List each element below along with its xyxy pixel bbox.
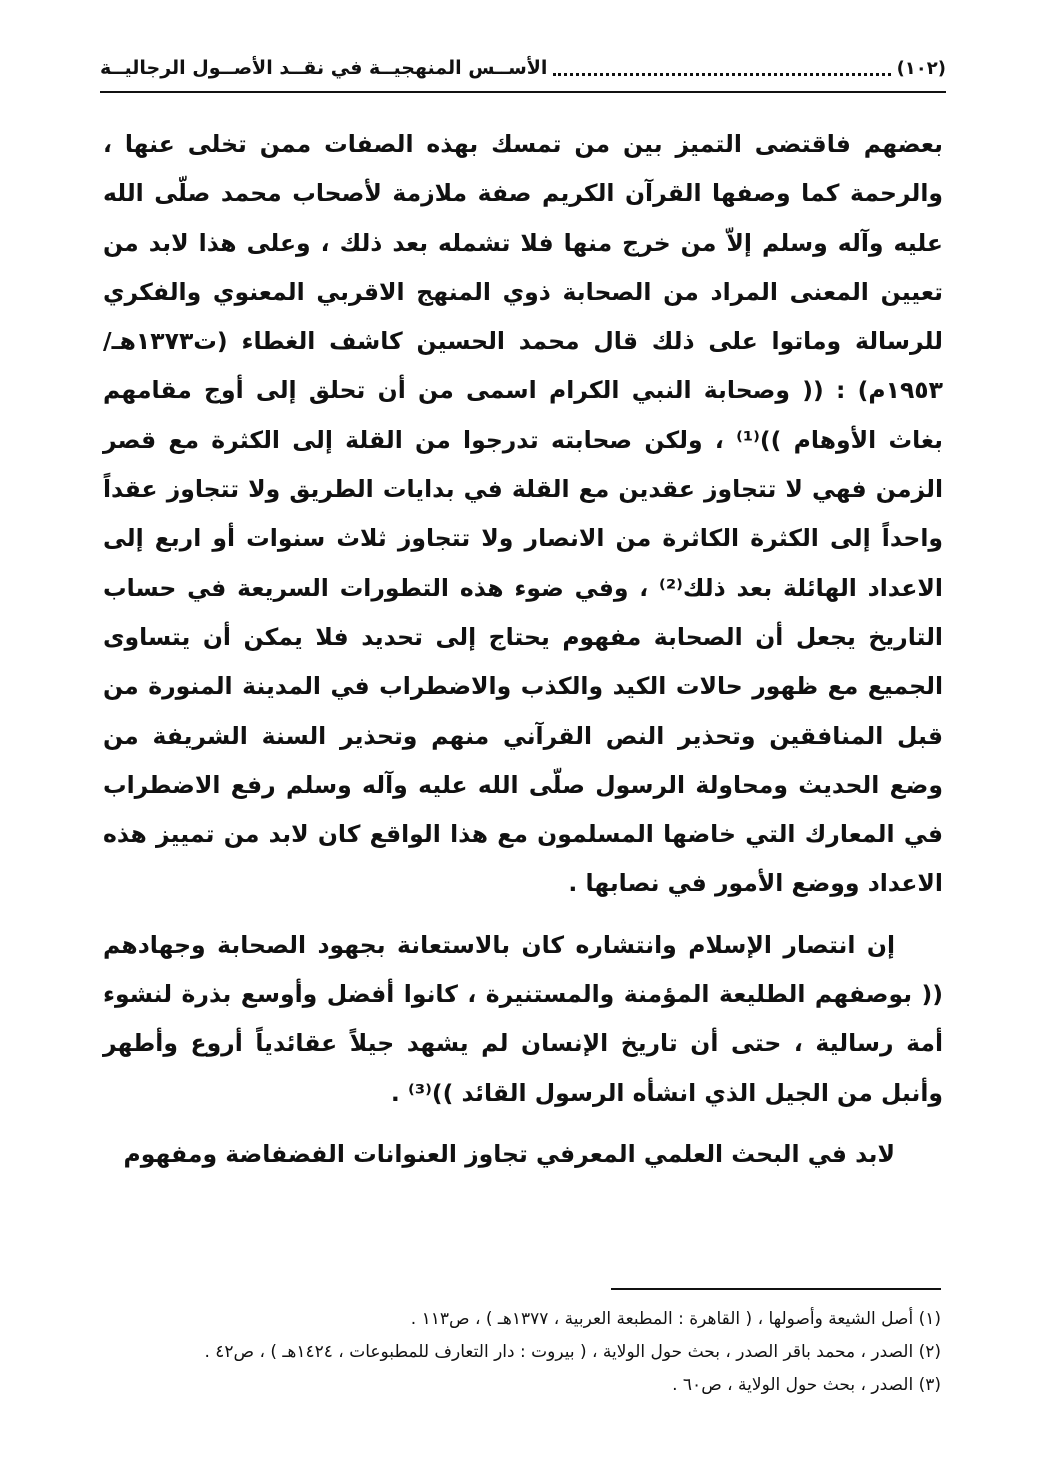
footnote: (٣) الصدر ، بحث حول الولاية ، ص٦٠ . (672, 1375, 941, 1395)
footnote: (١) أصل الشيعة وأصولها ، ( القاهرة : المطبعة العربية ، ١٣٧٧هـ ) ، ص١١٣ . (410, 1309, 941, 1329)
header-rule (100, 91, 946, 93)
book-title: الأســس المنهجيــة في نقــد الأصــول الرجاليــة (100, 57, 548, 79)
footnote-separator (611, 1288, 941, 1290)
footnotes (103, 1303, 941, 1402)
footnote: (٢) الصدر ، محمد باقر الصدر ، بحث حول الولاية ، ( بيروت : دار التعارف للمطبوعات ، ١٤٢٤هـ ) ، ص٤٢ . (204, 1342, 941, 1362)
paragraph: لابد في البحث العلمي المعرفي تجاوز العنوانات الفضفاضة ومفهوم (123, 1139, 895, 1168)
body-text (103, 120, 943, 1179)
running-header (100, 50, 946, 86)
header-dot-leader (553, 61, 890, 76)
paragraph: إن انتصار الإسلام وانتشاره كان بالاستعانة بجهود الصحابة وجهادهم (( بوصفهم الطليعة المؤمنة والمستنيرة ، كانوا أفضل وأوسع بذرة لنشوء أمة رسالية ، حتى أن تاريخ الإنسان لم يشهد جيلاً عقائدياً أروع وأطهر وأنبل من الجيل الذي انشأه الرسول القائد ))⁽³⁾ . (103, 930, 943, 1107)
page-number: (١٠٢) (896, 57, 946, 79)
paragraph: بعضهم فاقتضى التميز بين من تمسك بهذه الصفات ممن تخلى عنها ، والرحمة كما وصفها القرآن الكريم صفة ملازمة لأصحاب محمد صلّى الله عليه وآله وسلم إلاّ من خرج منها فلا تشمله بعد ذلك ، وعلى هذا لابد من تعيين المعنى المراد من الصحابة ذوي المنهج الاقربي المعنوي والفكري للرسالة وماتوا على ذلك قال محمد الحسين كاشف الغطاء (ت١٣٧٣هـ/١٩٥٣م) : (( وصحابة النبي الكرام اسمى من أن تحلق إلى أوج مقامهم بغاث الأوهام ))⁽¹⁾ ، ولكن صحابته تدرجوا من القلة إلى الكثرة مع قصر الزمن فهي لا تتجاوز عقدين مع القلة في بدايات الطريق ولا تتجاوز عقداً واحداً إلى الكثرة الكاثرة من الانصار ولا تتجاوز ثلاث سنوات أو اربع إلى الاعداد الهائلة بعد ذلك⁽²⁾ ، وفي ضوء هذه التطورات السريعة في حساب التاريخ يجعل أن الصحابة مفهوم يحتاج إلى تحديد فلا يمكن أن يتساوى الجميع مع ظهور حالات الكيد والكذب والاضطراب في المدينة المنورة من قبل المنافقين وتحذير النص القرآني منهم وتحذير السنة الشريفة من وضع الحديث ومحاولة الرسول صلّى الله عليه وآله وسلم رفع الاضطراب في المعارك التي خاضها المسلمون مع هذا الواقع كان لابد من تمييز هذه الاعداد ووضع الأمور في نصابها . (103, 130, 943, 898)
